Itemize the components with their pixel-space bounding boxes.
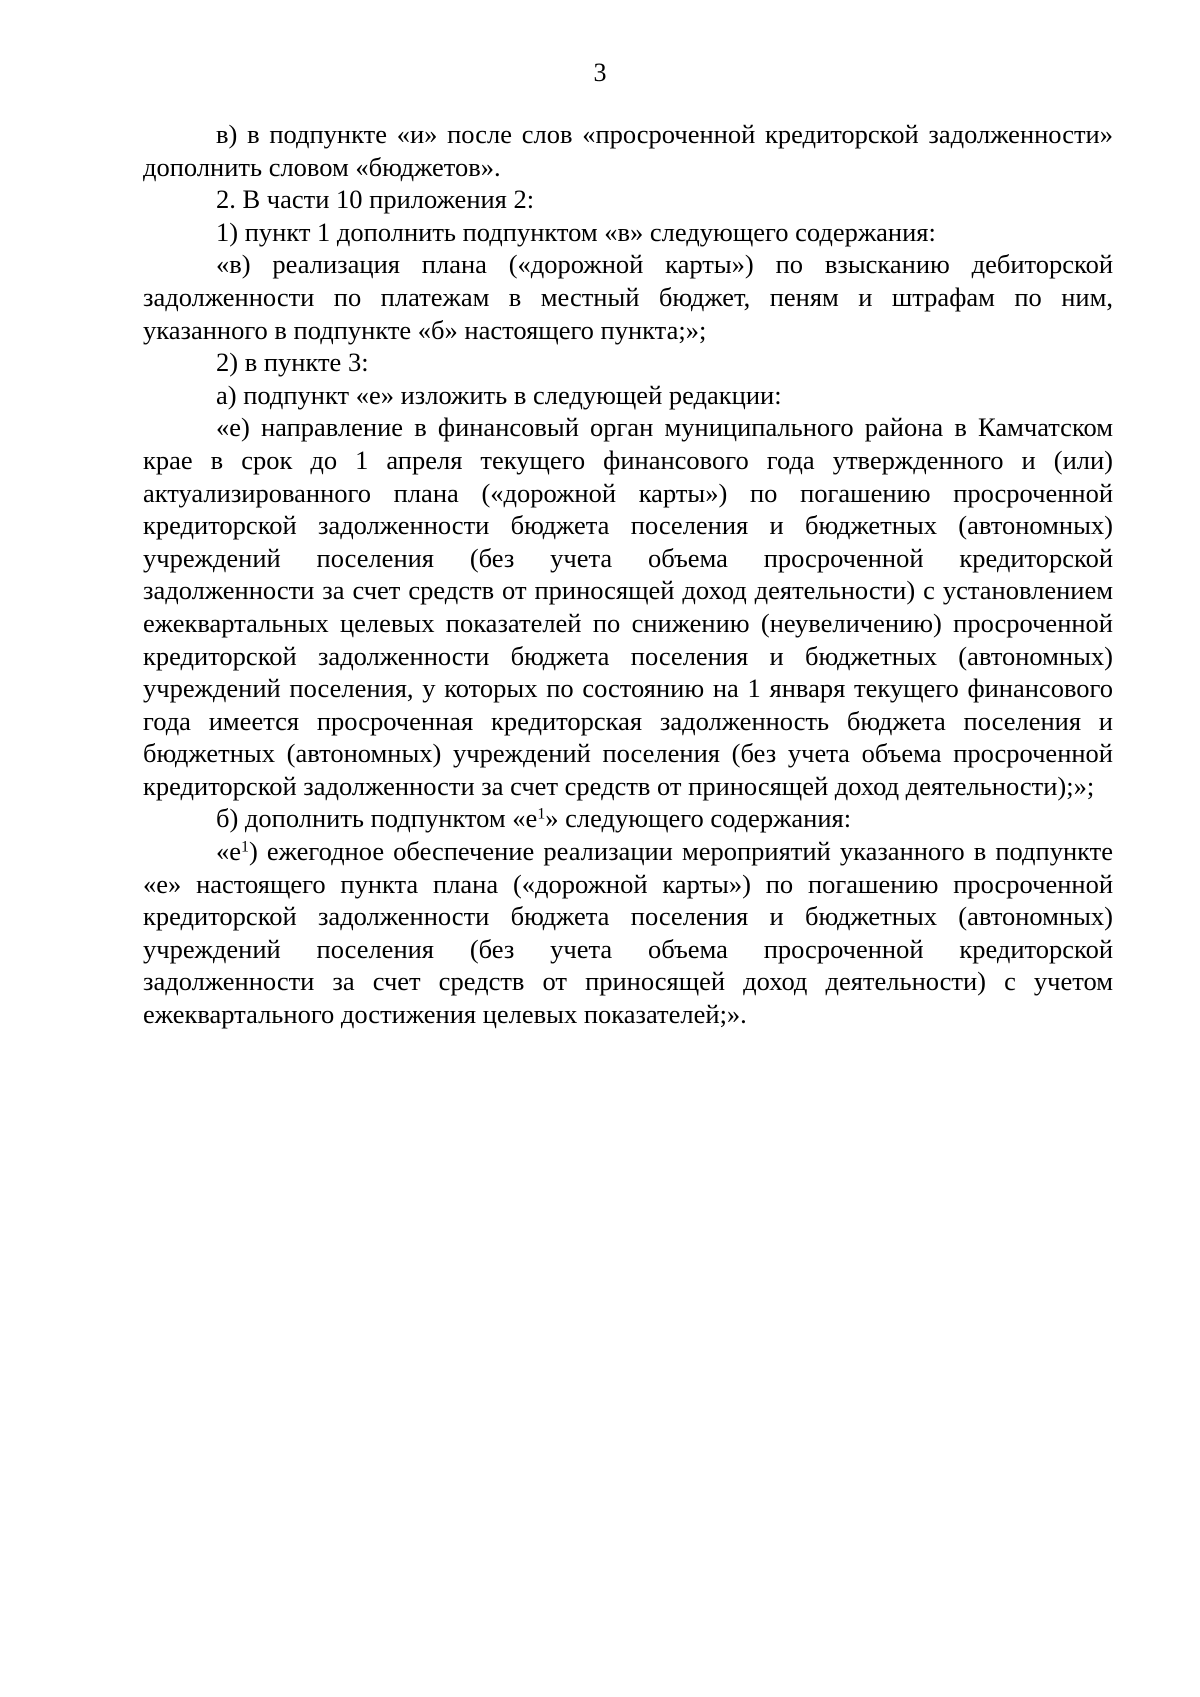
paragraph-quote-e xyxy=(143,411,1113,802)
paragraph-text: 1) пункт 1 дополнить подпунктом «в» следующего содержания: xyxy=(216,216,936,247)
paragraph-text: б) дополнить подпунктом «е xyxy=(216,803,538,834)
paragraph-text: 2) в пункте 3: xyxy=(216,347,369,378)
paragraph-item-1 xyxy=(143,216,1113,249)
paragraph-quote-v xyxy=(143,248,1113,346)
paragraph-text: «е) направление в финансовый орган муниципального района в Камчатском крае в срок до 1 апреля текущего финансового года утвержденного и (или) актуализированного плана («дорожной карты») по погашению просроченной кредиторской задолженности бюджета поселения и бюджетных (автономных) учреждений поселения (без учета объема просроченной кредиторской задолженности за счет средств от приносящей доход деятельности) с установлением ежеквартальных целевых показателей по снижению (неувеличению) просроченной кредиторской задолженности бюджета поселения и бюджетных (автономных) учреждений поселения, у которых по состоянию на 1 января текущего финансового года имеется просроченная кредиторская задолженность бюджета поселения и бюджетных (автономных) учреждений поселения (без учета объема просроченной кредиторской задолженности за счет средств от приносящей доход деятельности);»; xyxy=(143,412,1113,801)
paragraph-text: «в) реализация плана («дорожной карты») по взысканию дебиторской задолженности по платежам в местный бюджет, пеням и штрафам по ним, указанного в подпункте «б» настоящего пункта;»; xyxy=(143,249,1113,345)
paragraph-text: » следующего содержания: xyxy=(545,803,852,834)
document-body xyxy=(143,118,1113,1031)
superscript: 1 xyxy=(537,805,546,823)
superscript: 1 xyxy=(241,838,249,856)
paragraph-subitem-b xyxy=(143,802,1113,835)
paragraph-text: ) ежегодное обеспечение реализации мероприятий указанного в подпункте «е» настоящего пункта плана («дорожной карты») по погашению просроченной кредиторской задолженности бюджета поселения и бюджетных (автономных) учреждений поселения (без учета объема просроченной кредиторской задолженности за счет средств от приносящей доход деятельности) с учетом ежеквартального достижения целевых показателей;». xyxy=(143,836,1113,1030)
paragraph-text: «е xyxy=(216,836,242,867)
paragraph-subitem-a xyxy=(143,379,1113,412)
paragraph-subitem-v xyxy=(143,118,1113,183)
page-number: 3 xyxy=(593,58,607,87)
paragraph-text: а) подпункт «е» изложить в следующей редакции: xyxy=(216,379,782,410)
paragraph-text: в) в подпункте «и» после слов «просроченной кредиторской задолженности» дополнить словом «бюджетов». xyxy=(143,119,1113,182)
paragraph-text: 2. В части 10 приложения 2: xyxy=(216,184,535,215)
paragraph-item-2 xyxy=(143,346,1113,379)
paragraph-quote-e1 xyxy=(143,835,1113,1031)
paragraph-part-10-heading xyxy=(143,183,1113,216)
